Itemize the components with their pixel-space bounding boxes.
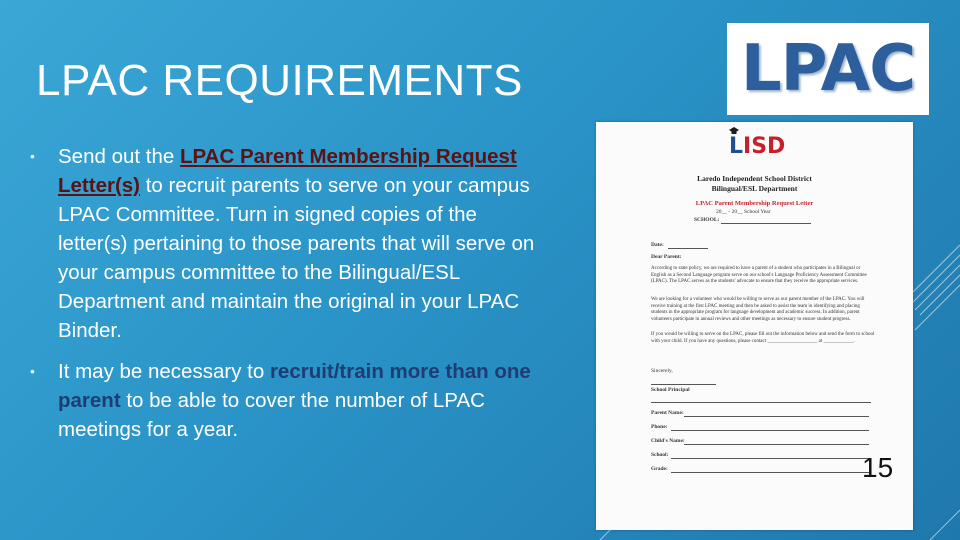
bullet-item bbox=[30, 357, 550, 444]
letter-field-line bbox=[671, 472, 869, 473]
bullet-dot-icon: • bbox=[30, 363, 35, 379]
letter-field-line bbox=[684, 444, 869, 445]
letter-principal-label: School Principal bbox=[651, 387, 690, 393]
lpac-logo bbox=[727, 23, 929, 115]
letter-department: Bilingual/ESL Department bbox=[711, 184, 798, 193]
bullet-item bbox=[30, 142, 550, 345]
letter-field-school: School: bbox=[651, 452, 669, 458]
letter-school-label: SCHOOL: bbox=[694, 217, 720, 223]
letter-title: LPAC Parent Membership Request Letter bbox=[695, 200, 814, 207]
letter-signature-line bbox=[651, 384, 716, 385]
letter-field-grade: Grade: bbox=[651, 466, 668, 472]
letter-logo-l: L bbox=[729, 134, 744, 159]
bullet-text-post: to be able to cover the number of LPAC meetings for a year. bbox=[58, 389, 485, 441]
letter-closing: Sincerely, bbox=[651, 368, 673, 374]
letter-salutation: Dear Parent: bbox=[651, 254, 682, 260]
letter-school-year: 20__ - 20__ School Year bbox=[716, 209, 771, 215]
letter-date-label: Date: bbox=[651, 242, 664, 248]
bullet-list bbox=[30, 142, 550, 456]
letter-logo-isd: ISD bbox=[743, 134, 786, 159]
letter-field-parent-name: Parent Name: bbox=[651, 410, 684, 416]
letter-paragraph-2: We are looking for a volunteer who would be willing to serve as our parent member of the LPAC. You will receive training at the first LPAC meeting and then be asked to assist the team in identifying and placing students in the appropriate program for language development and academic success. In addition, parent volunteers participate in annual reviews and other meetings as necessary to ensure student progress. bbox=[651, 297, 865, 322]
letter-divider bbox=[651, 402, 871, 403]
letter-date-line bbox=[668, 248, 708, 249]
lpac-logo-text: LPAC bbox=[740, 32, 916, 106]
slide-title: LPAC REQUIREMENTS bbox=[36, 56, 523, 105]
letter-paragraph-3: If you would be willing to serve on the LPAC, please fill out the information below and send the form to school with your child. If you have any questions, please contact ____________________ at ____________. bbox=[651, 332, 875, 344]
letter-district-logo bbox=[729, 134, 785, 159]
letter-field-line bbox=[684, 416, 869, 417]
letter-field-line bbox=[671, 430, 869, 431]
bullet-highlight-letter-link[interactable]: LPAC Parent Membership Request Letter(s) bbox=[58, 145, 517, 197]
letter-school-line bbox=[721, 223, 811, 224]
bullet-dot-icon: • bbox=[30, 148, 35, 164]
bullet-text-pre: Send out the bbox=[58, 145, 180, 168]
page-number: 15 bbox=[862, 452, 894, 483]
letter-district-name: Laredo Independent School District bbox=[697, 174, 812, 183]
letter-paragraph-1: According to state policy, we are required to have a parent of a student who participates in a Bilingual or English as a Second Language program serve on our school's Language Proficiency Assessment Committee (LPAC). The LPAC serves as the students' advocate to ensure that they receive the appropriate services. bbox=[651, 266, 867, 285]
letter-field-child-name: Child's Name: bbox=[651, 438, 685, 444]
letter-field-phone: Phone: bbox=[651, 424, 668, 430]
bullet-highlight-recruit: recruit/train more than one parent bbox=[58, 360, 531, 412]
bullet-text-pre: It may be necessary to bbox=[58, 360, 270, 383]
bullet-text-post: to recruit parents to serve on your campus LPAC Committee. Turn in signed copies of the letter(s) pertaining to those parents that will serve on your campus committee to the Bilingual/ESL Department and maintain the original in your LPAC Binder. bbox=[58, 174, 535, 342]
letter-field-line bbox=[671, 458, 869, 459]
